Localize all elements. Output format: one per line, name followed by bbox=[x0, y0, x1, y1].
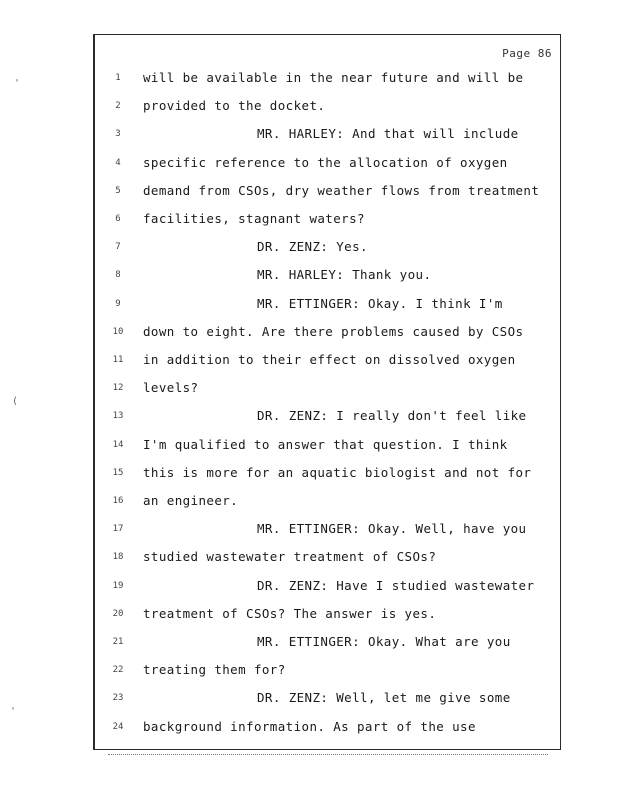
line-number: 11 bbox=[112, 355, 124, 365]
transcript-line bbox=[95, 606, 560, 626]
transcript-line bbox=[95, 296, 560, 316]
transcript-line bbox=[95, 267, 560, 287]
transcript-line bbox=[95, 634, 560, 654]
line-number: 6 bbox=[115, 214, 121, 224]
line-text: MR. ETTINGER: Okay. Well, have you bbox=[257, 521, 527, 537]
transcript-line bbox=[95, 690, 560, 710]
transcript-page bbox=[93, 34, 561, 750]
line-number: 5 bbox=[115, 185, 121, 196]
bottom-rule bbox=[108, 754, 548, 756]
line-text: specific reference to the allocation of oxygen bbox=[143, 154, 508, 170]
line-text: studied wastewater treatment of CSOs? bbox=[143, 549, 437, 565]
line-number: 21 bbox=[112, 637, 124, 647]
line-number: 8 bbox=[115, 270, 121, 281]
transcript-line bbox=[95, 437, 560, 457]
transcript-line bbox=[95, 380, 560, 400]
line-number: 15 bbox=[112, 467, 124, 478]
transcript-line bbox=[95, 155, 560, 175]
transcript-line bbox=[95, 719, 560, 739]
line-text: treating them for? bbox=[143, 662, 286, 678]
transcript-line bbox=[95, 183, 560, 203]
transcript-line bbox=[95, 408, 560, 428]
transcript-line bbox=[95, 70, 560, 90]
transcript-line bbox=[95, 662, 560, 682]
line-text: DR. ZENZ: Well, let me give some bbox=[257, 690, 511, 706]
transcript-line bbox=[95, 549, 560, 569]
line-number: 16 bbox=[112, 496, 124, 506]
line-number: 7 bbox=[115, 242, 121, 253]
line-number: 10 bbox=[112, 326, 124, 337]
line-text: DR. ZENZ: I really don't feel like bbox=[257, 408, 527, 424]
transcript-line bbox=[95, 493, 560, 513]
line-number: 12 bbox=[112, 383, 124, 394]
line-number: 23 bbox=[112, 693, 124, 704]
transcript-line bbox=[95, 521, 560, 541]
line-number: 18 bbox=[112, 552, 124, 563]
line-text: background information. As part of the use bbox=[143, 718, 476, 734]
line-number: 4 bbox=[115, 157, 121, 168]
line-text: levels? bbox=[143, 380, 199, 396]
transcript-line bbox=[95, 126, 560, 146]
line-number: 3 bbox=[115, 129, 121, 140]
line-number: 24 bbox=[112, 721, 124, 732]
transcript-line bbox=[95, 578, 560, 598]
margin-mark: ' bbox=[10, 706, 17, 717]
line-number: 1 bbox=[115, 73, 121, 83]
line-text: MR. ETTINGER: Okay. What are you bbox=[257, 634, 511, 649]
transcript-line bbox=[95, 98, 560, 118]
line-text: facilities, stagnant waters? bbox=[143, 211, 365, 226]
line-number: 9 bbox=[115, 298, 121, 309]
transcript-line bbox=[95, 324, 560, 344]
line-number: 13 bbox=[112, 411, 124, 422]
line-number: 19 bbox=[112, 580, 124, 591]
line-number: 2 bbox=[115, 101, 121, 112]
line-text: DR. ZENZ: Have I studied wastewater bbox=[257, 577, 535, 593]
line-number: 20 bbox=[112, 608, 124, 619]
page-number: Page 86 bbox=[502, 47, 552, 60]
transcript-line bbox=[95, 239, 560, 259]
line-text: MR. ETTINGER: Okay. I think I'm bbox=[257, 295, 503, 311]
line-text: DR. ZENZ: Yes. bbox=[257, 239, 368, 255]
line-text: MR. HARLEY: And that will include bbox=[257, 126, 519, 142]
margin-mark: ( bbox=[12, 396, 19, 407]
line-text: in addition to their effect on dissolved oxygen bbox=[143, 352, 516, 367]
transcript-line bbox=[95, 211, 560, 231]
line-text: provided to the docket. bbox=[143, 98, 326, 114]
transcript-line bbox=[95, 352, 560, 372]
line-number: 22 bbox=[112, 665, 124, 676]
line-text: demand from CSOs, dry weather flows from treatment bbox=[143, 182, 540, 198]
margin-mark: ' bbox=[14, 78, 21, 89]
transcript-line bbox=[95, 465, 560, 485]
line-text: I'm qualified to answer that question. I think bbox=[143, 436, 508, 452]
line-text: this is more for an aquatic biologist and not for bbox=[143, 464, 532, 480]
line-number: 17 bbox=[112, 524, 124, 535]
line-text: an engineer. bbox=[143, 493, 239, 508]
line-text: treatment of CSOs? The answer is yes. bbox=[143, 605, 437, 621]
transcript-lines bbox=[95, 35, 560, 749]
line-number: 14 bbox=[112, 439, 124, 450]
line-text: will be available in the near future and will be bbox=[143, 70, 524, 85]
line-text: MR. HARLEY: Thank you. bbox=[257, 267, 432, 283]
line-text: down to eight. Are there problems caused by CSOs bbox=[143, 323, 524, 339]
